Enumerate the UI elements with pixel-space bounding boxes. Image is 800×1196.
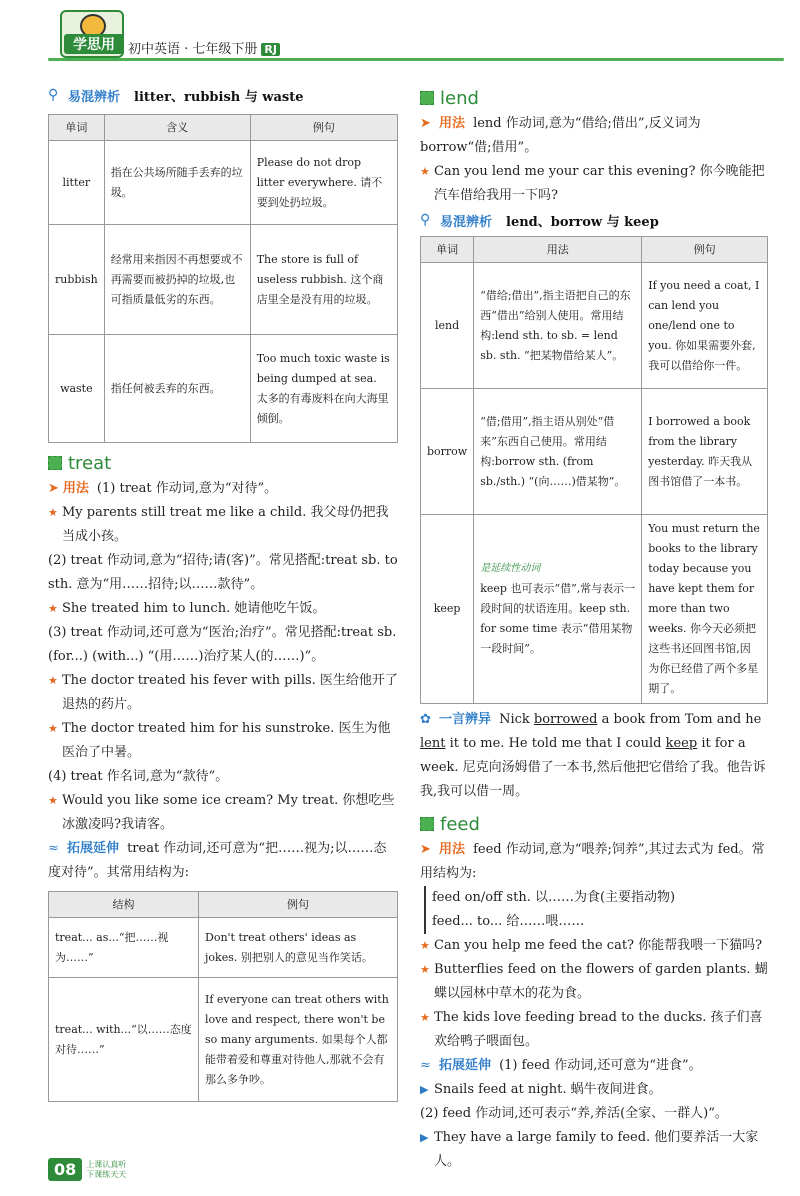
confuse-table-1 bbox=[48, 114, 398, 443]
usage-text: (2) treat 作动词,意为“招待;请(客)”。常见搭配:treat sb. to sth. 意为“用……招待;以……款待”。 bbox=[48, 553, 398, 592]
confuse-label: 易混辨析 bbox=[68, 89, 121, 105]
example-sentence: ★ The doctor treated him for his sunstroke. 医生为他医治了中暑。 bbox=[48, 717, 398, 765]
usage-text: (1) treat 作动词,意为“对待”。 bbox=[96, 481, 278, 496]
confuse-label: 易混辨析 bbox=[440, 214, 493, 230]
extension-line: ≈ 拓展延伸 treat 作动词,还可意为“把……视为;以……态度对待”。其常用结构为: bbox=[48, 841, 387, 880]
table-header: 用法 bbox=[474, 237, 642, 263]
table-header: 例句 bbox=[250, 115, 397, 141]
wifi-icon: ≈ bbox=[48, 841, 59, 856]
star-icon: ★ bbox=[48, 722, 58, 735]
footer-slogan: 上课认真听 下课练天天 bbox=[86, 1159, 127, 1179]
example-cell: If you need a coat, I can lend you one/lend one to you. 你如果需要外套,我可以借给你一件。 bbox=[642, 263, 768, 389]
table-row bbox=[49, 225, 398, 335]
example-sentence: ▶ They have a large family to feed. 他们要养活一大家人。 bbox=[420, 1126, 768, 1174]
example-sentence: ★ She treated him to lunch. 她请他吃午饭。 bbox=[48, 597, 398, 621]
arrow-icon: ➤ bbox=[420, 116, 431, 131]
word-cell: rubbish bbox=[49, 225, 105, 335]
star-icon: ★ bbox=[48, 506, 58, 519]
confuse-section-2 bbox=[420, 208, 768, 232]
star-icon: ★ bbox=[48, 674, 58, 687]
table-row bbox=[49, 335, 398, 443]
example-sentence: ★ Would you like some ice cream? My treat. 你想吃些冰激凌吗?我请客。 bbox=[48, 789, 398, 837]
confuse-section-1 bbox=[48, 84, 398, 106]
word-cell: borrow bbox=[421, 389, 474, 515]
structure-cell: treat... as...“把……视为……” bbox=[49, 918, 199, 978]
example-sentence: ★ Butterflies feed on the flowers of garden plants. 蝴蝶以园林中草木的花为食。 bbox=[420, 958, 768, 1006]
table-header: 结构 bbox=[49, 892, 199, 918]
usage-line: ➤ 用法 lend 作动词,意为“借给;借出”,反义词为 borrow“借;借用”。 bbox=[420, 116, 701, 155]
extension-label: 拓展延伸 bbox=[439, 1058, 492, 1073]
confuse-table-2 bbox=[420, 236, 768, 704]
usage-label: 用法 bbox=[439, 842, 466, 857]
meaning-cell: 指任何被丢弃的东西。 bbox=[104, 335, 250, 443]
left-column bbox=[48, 84, 398, 1102]
table-row bbox=[49, 141, 398, 225]
heading-square-icon bbox=[48, 456, 62, 470]
example-sentence: ▶ Snails feed at night. 蜗牛夜间进食。 bbox=[420, 1078, 768, 1102]
usage-line: ➤ 用法 feed 作动词,意为“喂养;饲养”,其过去式为 fed。常用结构为: bbox=[420, 842, 765, 881]
table-header: 单词 bbox=[49, 115, 105, 141]
one-line-label: 一言辨异 bbox=[439, 712, 492, 727]
example-sentence: ★ The kids love feeding bread to the ducks. 孩子们喜欢给鸭子喂面包。 bbox=[420, 1006, 768, 1054]
example-cell: I borrowed a book from the library yesterday. 昨天我从图书馆借了一本书。 bbox=[642, 389, 768, 515]
flower-icon: ✿ bbox=[420, 712, 431, 727]
table-row bbox=[421, 263, 768, 389]
arrow-icon: ➤ bbox=[420, 842, 431, 857]
header-divider bbox=[48, 58, 784, 61]
extension-label: 拓展延伸 bbox=[67, 841, 120, 856]
structure-cell: treat... with...“以……态度对待……” bbox=[49, 978, 199, 1102]
structure-item: feed on/off sth. 以……为食(主要指动物) bbox=[432, 890, 676, 905]
usage-cell: “借给;借出”,指主语把自己的东西“借出”给别人使用。常用结构:lend sth. to sb. = lend sb. sth. “把某物借给某人”。 bbox=[474, 263, 642, 389]
word-heading-treat: treat bbox=[48, 449, 398, 477]
example-sentence: ★ The doctor treated his fever with pills. 医生给他开了退热的药片。 bbox=[48, 669, 398, 717]
treat-structure-table bbox=[48, 891, 398, 1102]
word-cell: keep bbox=[421, 515, 474, 704]
table-row bbox=[421, 515, 768, 704]
word-cell: lend bbox=[421, 263, 474, 389]
example-cell: You must return the books to the library today because you have kept them for more than two weeks. 你今天必须把这些书还回图书馆,因为你已经借了两个多星期了。 bbox=[642, 515, 768, 704]
page-header bbox=[48, 0, 784, 80]
example-cell: Don't treat others' ideas as jokes. 别把别人的意见当作笑话。 bbox=[199, 918, 398, 978]
extension-line: ≈ 拓展延伸 (1) feed 作动词,还可意为“进食”。 bbox=[420, 1058, 702, 1073]
triangle-bullet-icon: ▶ bbox=[420, 1131, 429, 1144]
table-row bbox=[49, 918, 398, 978]
page-number: 08 bbox=[48, 1158, 82, 1181]
usage-text: (3) treat 作动词,还可意为“医治;治疗”。常见搭配:treat sb. (for...) (with...) “(用……)治疗某人(的……)”。 bbox=[48, 625, 397, 664]
triangle-bullet-icon: ▶ bbox=[420, 1083, 429, 1096]
example-cell: The store is full of useless rubbish. 这个商店里全是没有用的垃圾。 bbox=[250, 225, 397, 335]
usage-cell: “借;借用”,指主语从别处“借来”东西自己使用。常用结构:borrow sth. (from sb./sth.) “(向……)借某物”。 bbox=[474, 389, 642, 515]
right-column bbox=[420, 84, 768, 1174]
usage-text: (4) treat 作名词,意为“款待”。 bbox=[48, 769, 229, 784]
structure-list bbox=[424, 886, 768, 934]
usage-label: 用法 bbox=[439, 116, 466, 131]
table-header: 含义 bbox=[104, 115, 250, 141]
usage-cell: 是延续性动词 keep 也可表示“借”,常与表示一段时间的状语连用。keep sth. for some time 表示“借用某物一段时间”。 bbox=[474, 515, 642, 704]
table-header: 例句 bbox=[199, 892, 398, 918]
word-heading-lend: lend bbox=[420, 84, 768, 112]
page-footer bbox=[48, 1158, 126, 1181]
heading-square-icon bbox=[420, 91, 434, 105]
usage-text: (2) feed 作动词,还可表示“养,养活(全家、一群人)”。 bbox=[420, 1106, 728, 1121]
magnifier-icon: ⚲ bbox=[420, 212, 431, 228]
word-cell: waste bbox=[49, 335, 105, 443]
logo bbox=[60, 10, 124, 58]
word-cell: litter bbox=[49, 141, 105, 225]
example-sentence: ★ Can you lend me your car this evening? 你今晚能把汽车借给我用一下吗? bbox=[420, 160, 768, 208]
one-line-compare: ✿ 一言辨异 Nick borrowed a book from Tom and he lent it to me. He told me that I could keep it for a week. 尼克向汤姆借了一本书,然后他把它借给了我。他告诉我,我可以借一周。 bbox=[420, 712, 766, 799]
star-icon: ★ bbox=[420, 963, 430, 976]
example-cell: Please do not drop litter everywhere. 请不要到处扔垃圾。 bbox=[250, 141, 397, 225]
arrow-icon: ➤ bbox=[48, 481, 59, 496]
handwritten-note: 是延续性动词 bbox=[480, 563, 541, 574]
word-heading-feed: feed bbox=[420, 810, 768, 838]
heading-square-icon bbox=[420, 817, 434, 831]
wifi-icon: ≈ bbox=[420, 1058, 431, 1073]
example-cell: Too much toxic waste is being dumped at sea. 太多的有毒废料在向大海里倾倒。 bbox=[250, 335, 397, 443]
confuse-title: litter、rubbish 与 waste bbox=[134, 89, 304, 105]
example-sentence: ★ My parents still treat me like a child. 我父母仍把我当成小孩。 bbox=[48, 501, 398, 549]
meaning-cell: 经常用来指因不再想要或不再需要而被扔掉的垃圾,也可指质量低劣的东西。 bbox=[104, 225, 250, 335]
star-icon: ★ bbox=[48, 602, 58, 615]
example-cell: If everyone can treat others with love and respect, there won't be so many arguments. 如果每个人都能带着爱和尊重对待他人,那就不会有那么多争吵。 bbox=[199, 978, 398, 1102]
table-row bbox=[49, 978, 398, 1102]
table-header: 例句 bbox=[642, 237, 768, 263]
star-icon: ★ bbox=[48, 794, 58, 807]
structure-item: feed... to... 给……喂…… bbox=[432, 914, 585, 929]
magnifier-icon: ⚲ bbox=[48, 87, 59, 103]
meaning-cell: 指在公共场所随手丢弃的垃圾。 bbox=[104, 141, 250, 225]
table-header: 单词 bbox=[421, 237, 474, 263]
star-icon: ★ bbox=[420, 1011, 430, 1024]
usage-line bbox=[48, 477, 398, 501]
book-title: 初中英语 · 七年级下册 RJ bbox=[128, 38, 280, 57]
star-icon: ★ bbox=[420, 939, 430, 952]
example-sentence: ★ Can you help me feed the cat? 你能帮我喂一下猫吗? bbox=[420, 934, 768, 958]
logo-text: 学思用 bbox=[64, 34, 124, 54]
confuse-title: lend、borrow 与 keep bbox=[506, 214, 659, 230]
table-row bbox=[421, 389, 768, 515]
edition-badge: RJ bbox=[261, 43, 280, 56]
star-icon: ★ bbox=[420, 165, 430, 178]
usage-label: 用法 bbox=[62, 481, 89, 496]
